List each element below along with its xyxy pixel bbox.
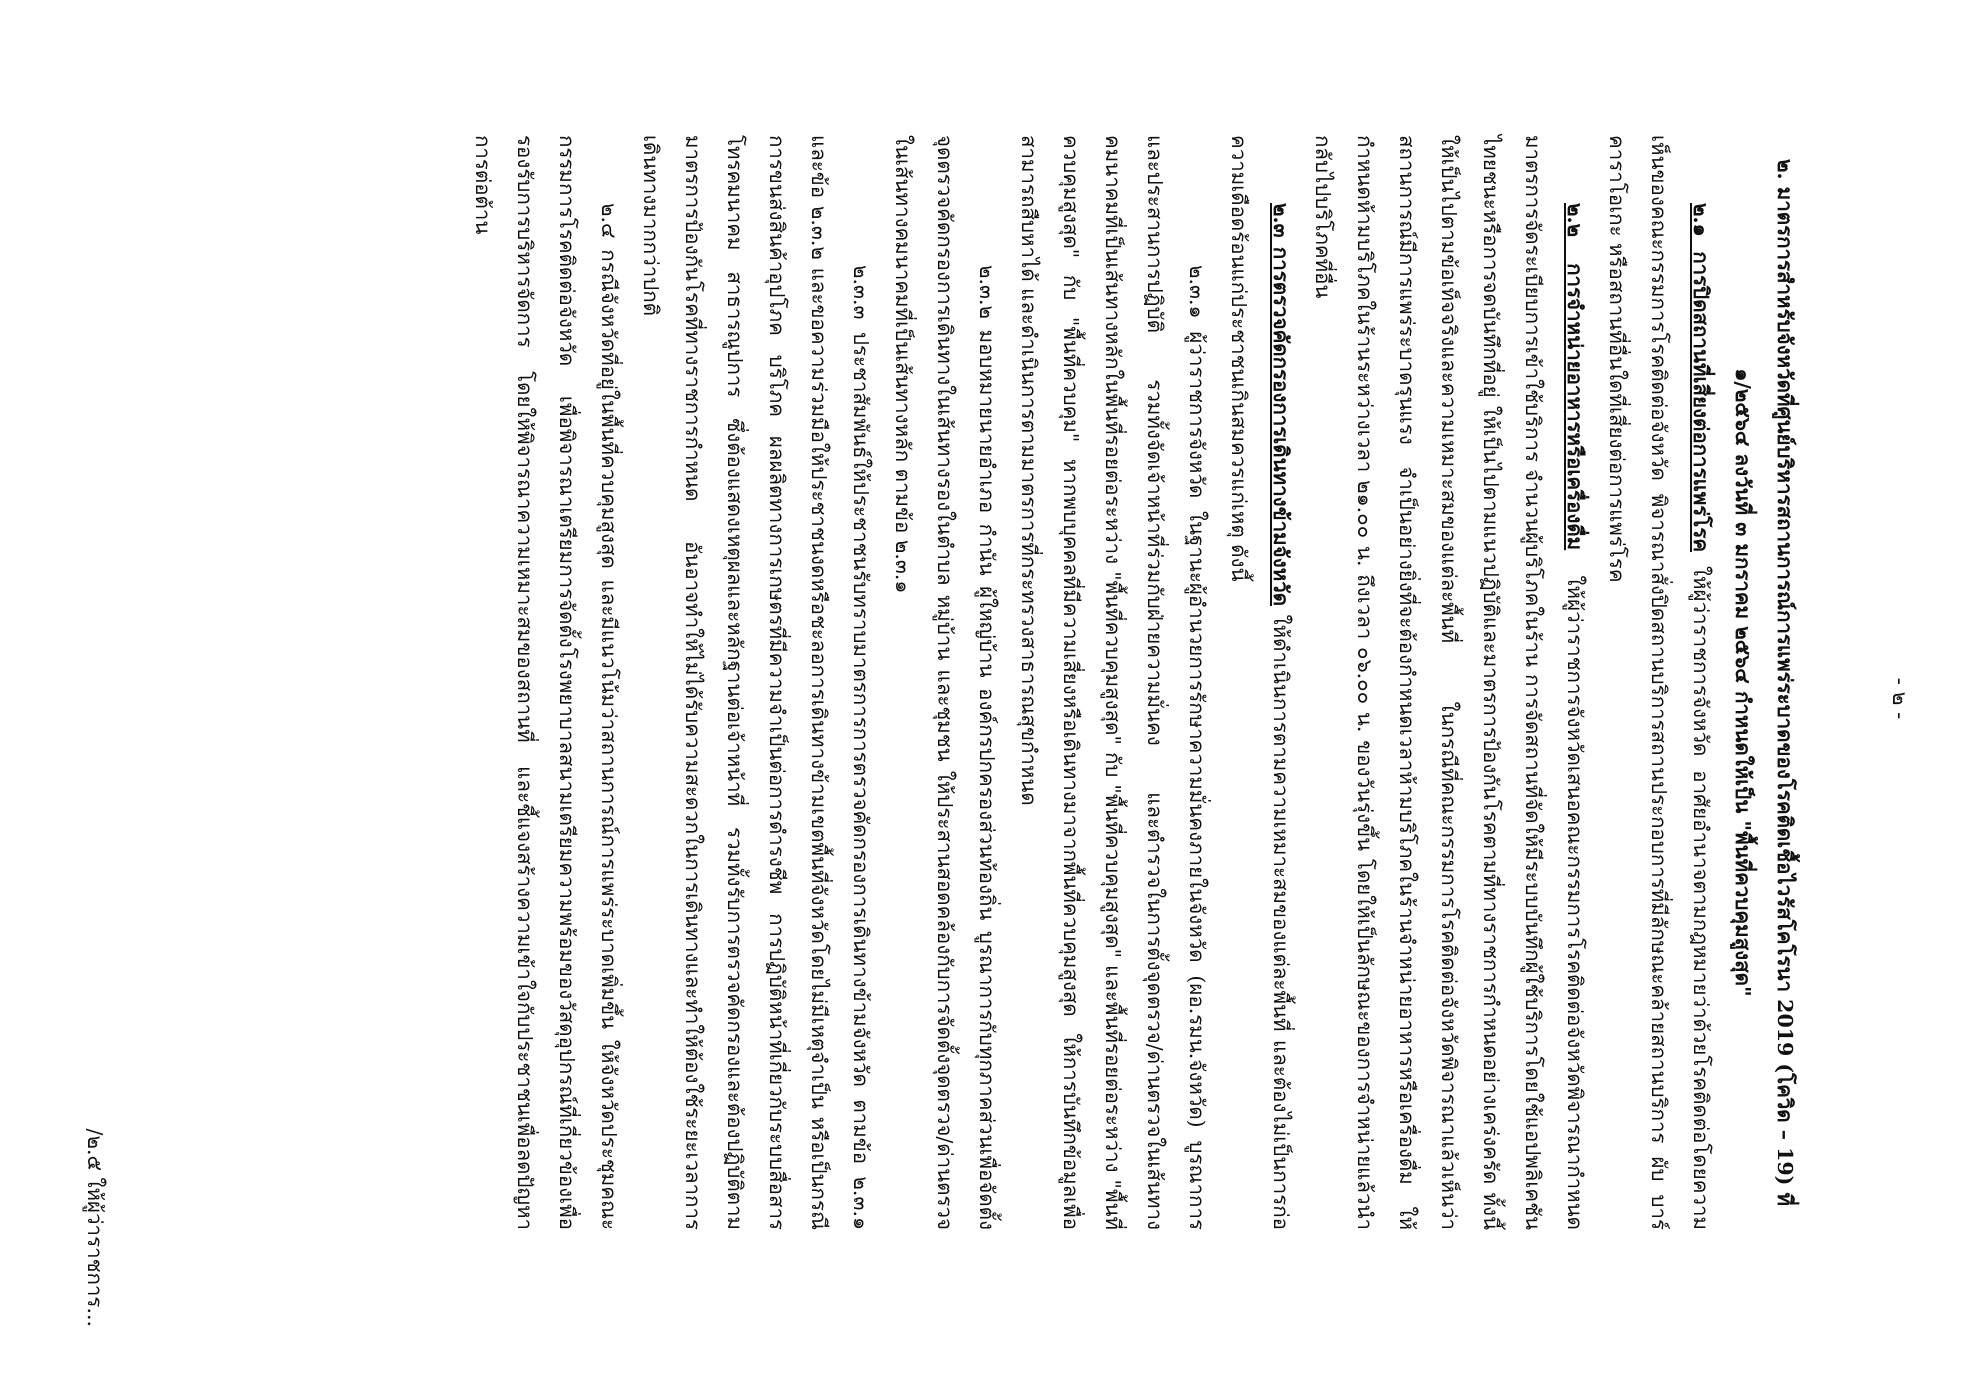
paragraph-2-3-text: ให้ดำเนินการตามความเหมาะสมของแต่ละพื้นที่ และต้องไม่เป็นการก่อความเดือดร้อนแก่ประชาชนเกินสมควรแก่เหตุ ดังนี้ (1227, 135, 1293, 1230)
paragraph-2-3-1: ๒.๓.๑ ผู้ว่าราชการจังหวัด ในฐานะผู้อำนวยการรักษาความมั่นคงภายในจังหวัด (ผอ.รมน.จังหวัด) บูรณาการและประสานการปฏิบัติ รวมทั้งจัดเจ้าหน้าที่ร่วมกับฝ่ายความมั่นคง และตำรวจในการตั้งจุดตรวจ/ด่านตรวจในเส้นทางคมนาคมที่เป็นเส้นทางหลักในพื้นที่รอยต่อระหว่าง "พื้นที่ควบคุมสูงสุด" กับ "พื้นที่ควบคุมสูงสุด" และพื้นที่รอยต่อระหว่าง "พื้นที่ควบคุมสูงสุด" กับ "พื้นที่ควบคุม" หากพบบุคคลที่มีความเสี่ยงหรือเดินทางมาจากพื้นที่ควบคุมสูงสุด ให้การบันทึกข้อมูลเพื่อสามารถสืบหาได้ และดำเนินการตามมาตรการที่กระทรวงสาธารณสุขกำหนด (1017, 135, 1209, 1230)
paragraph-2-2 (1302, 135, 1596, 1230)
paragraph-2-2-lead: ๒.๒ การจำหน่ายอาหารหรือเครื่องดื่ม (1563, 203, 1587, 551)
paragraph-2-1-text: ให้ผู้ว่าราชการจังหวัด อาศัยอำนาจตามกฎหมายว่าด้วยโรคติดต่อโดยความเห็นของคณะกรรมการโรคติดต่อจังหวัด พิจารณาสั่งปิดสถานบริการสถานประกอบการที่มีลักษณะคล้ายสถานบริการ ผับ บาร์ คาราโอเกะ หรือสถานที่อื่นใดที่เสี่ยงต่อการแพร่โรค (1605, 135, 1713, 1230)
continuation-note: /๒.๕ ให้ผู้ว่าราชการ... (83, 1128, 107, 1327)
document-body (462, 135, 1806, 1230)
paragraph-2-1-lead: ๒.๑ การปิดสถานที่เสี่ยงต่อการแพร่โรค (1689, 203, 1713, 553)
page-number: - ๒ - (1888, 677, 1912, 720)
section-heading: ๒. มาตรการสำหรับจังหวัดที่ศูนย์บริหารสถานการณ์การแพร่ระบาดของโรคติดเชื้อไวรัสโคโรนา 2019 (โควิด – 19) ที่ ๑/๒๕๖๔ ลงวันที่ ๓ มกราคม ๒๕๖๔ กำหนดให้เป็น "พื้นที่ควบคุมสูงสุด" (1731, 158, 1797, 1207)
paragraph-2-1 (1596, 135, 1722, 1230)
paragraph-2-2-text: ให้ผู้ว่าราชการจังหวัดเสนอคณะกรรมการโรคติดต่อจังหวัดพิจารณากำหนดมาตรการจัดระเบียบการเข้าใช้บริการ จำนวนผู้บริโภคในร้าน การจัดสถานที่จัดให้มีระบบบันทึกผู้ใช้บริการโดยใช้แอปพลิเคชันไทยชนะหรือการจดบันทึกที่อยู่ ให้เป็นไปตามแนวปฏิบัติและมาตรการป้องกันโรคตามที่ทางราชการกำหนดอย่างเคร่งครัด ทั้งนี้ ให้เป็นไปตามข้อเท็จจริงและความเหมาะสมของแต่ละพื้นที่ ในกรณีที่คณะกรรมการโรคติดต่อจังหวัดพิจารณาแล้วเห็นว่า สถานการณ์มีการแพร่ระบาดรุนแรง จำเป็นอย่างยิ่งที่จะต้องกำหนดเวลาห้ามบริโภคในร้านจำหน่ายอาหารหรือเครื่องดื่ม ให้กำหนดห้ามบริโภคในร้านระหว่างเวลา ๒๑.๐๐ น. ถึงเวลา ๐๖.๐๐ น. ของวันรุ่งขึ้น โดยให้เป็นลักษณะของการจำหน่ายแล้วนำกลับไปบริโภคที่อื่น (1311, 135, 1587, 1230)
paragraph-2-3-2: ๒.๓.๒ มอบหมายนายอำเภอ กำนัน ผู้ใหญ่บ้าน องค์กรปกครองส่วนท้องถิ่น บูรณาการกับทุกภาคส่วนเพื่อจัดตั้งจุดตรวจคัดกรองการเดินทางในเส้นทางรองในตำบล หมู่บ้าน และชุมชน ให้ประสานสอดคล้องกับการจัดตั้งจุดตรวจ/ด่านตรวจในเส้นทางคมนาคมที่เป็นเส้นทางหลัก ตามข้อ ๒.๓.๑ (891, 135, 999, 1230)
paragraph-2-3-lead: ๒.๓ การตรวจคัดกรองการเดินทางข้ามจังหวัด (1269, 203, 1293, 607)
paragraph-2-4: ๒.๔ กรณีจังหวัดที่อยู่ในพื้นที่ควบคุมสูงสุด และมีแนวโน้มว่าสถานการณ์การแพร่ระบาดเพิ่มขึ้น ให้จังหวัดประชุมคณะกรรมการโรคติดต่อจังหวัด เพื่อพิจารณาเตรียมการจัดตั้งโรงพยาบาลสนามเตรียมความพร้อมของวัสดุอุปกรณ์ที่เกี่ยวข้องเพื่อรองรับการบริหารจัดการ โดยให้พิจารณาความเหมาะสมของสถานที่ และชี้แจงสร้างความเข้าใจกับประชาชนเพื่อลดปัญหาการต่อต้าน (471, 135, 621, 1230)
paragraph-2-3-3: ๒.๓.๓ ประชาสัมพันธ์ให้ประชาชนรับทราบมาตรการการตรวจคัดกรองการเดินทางข้ามจังหวัด ตามข้อ ๒.๓.๑ และข้อ ๒.๓.๒ และขอความร่วมมือให้ประชาชนงดหรือชะลอการเดินทางข้ามเขตพื้นที่จังหวัดโดยไม่มีเหตุจำเป็น หรือเป็นกรณีการขนส่งสินค้าอุปโภค บริโภค ผลผลิตทางการเกษตรที่มีความจำเป็นต่อการดำรงชีพ การปฏิบัติหน้าที่เกี่ยวกับระบบสื่อสารโทรคมนาคม สาธารณูปการ ซึ่งต้องแสดงเหตุผลและหลักฐานต่อเจ้าหน้าที่ รวมทั้งรับการตรวจคัดกรองและต้องปฏิบัติตามมาตรการป้องกันโรคที่ทางราชการกำหนด อันอาจทำให้ไม่ได้รับความสะดวกในการเดินทางและทำให้ต้องใช้ระยะเวลาการเดินทางมากกว่าปกติ (639, 135, 873, 1230)
paragraph-2-3 (1218, 135, 1302, 1230)
